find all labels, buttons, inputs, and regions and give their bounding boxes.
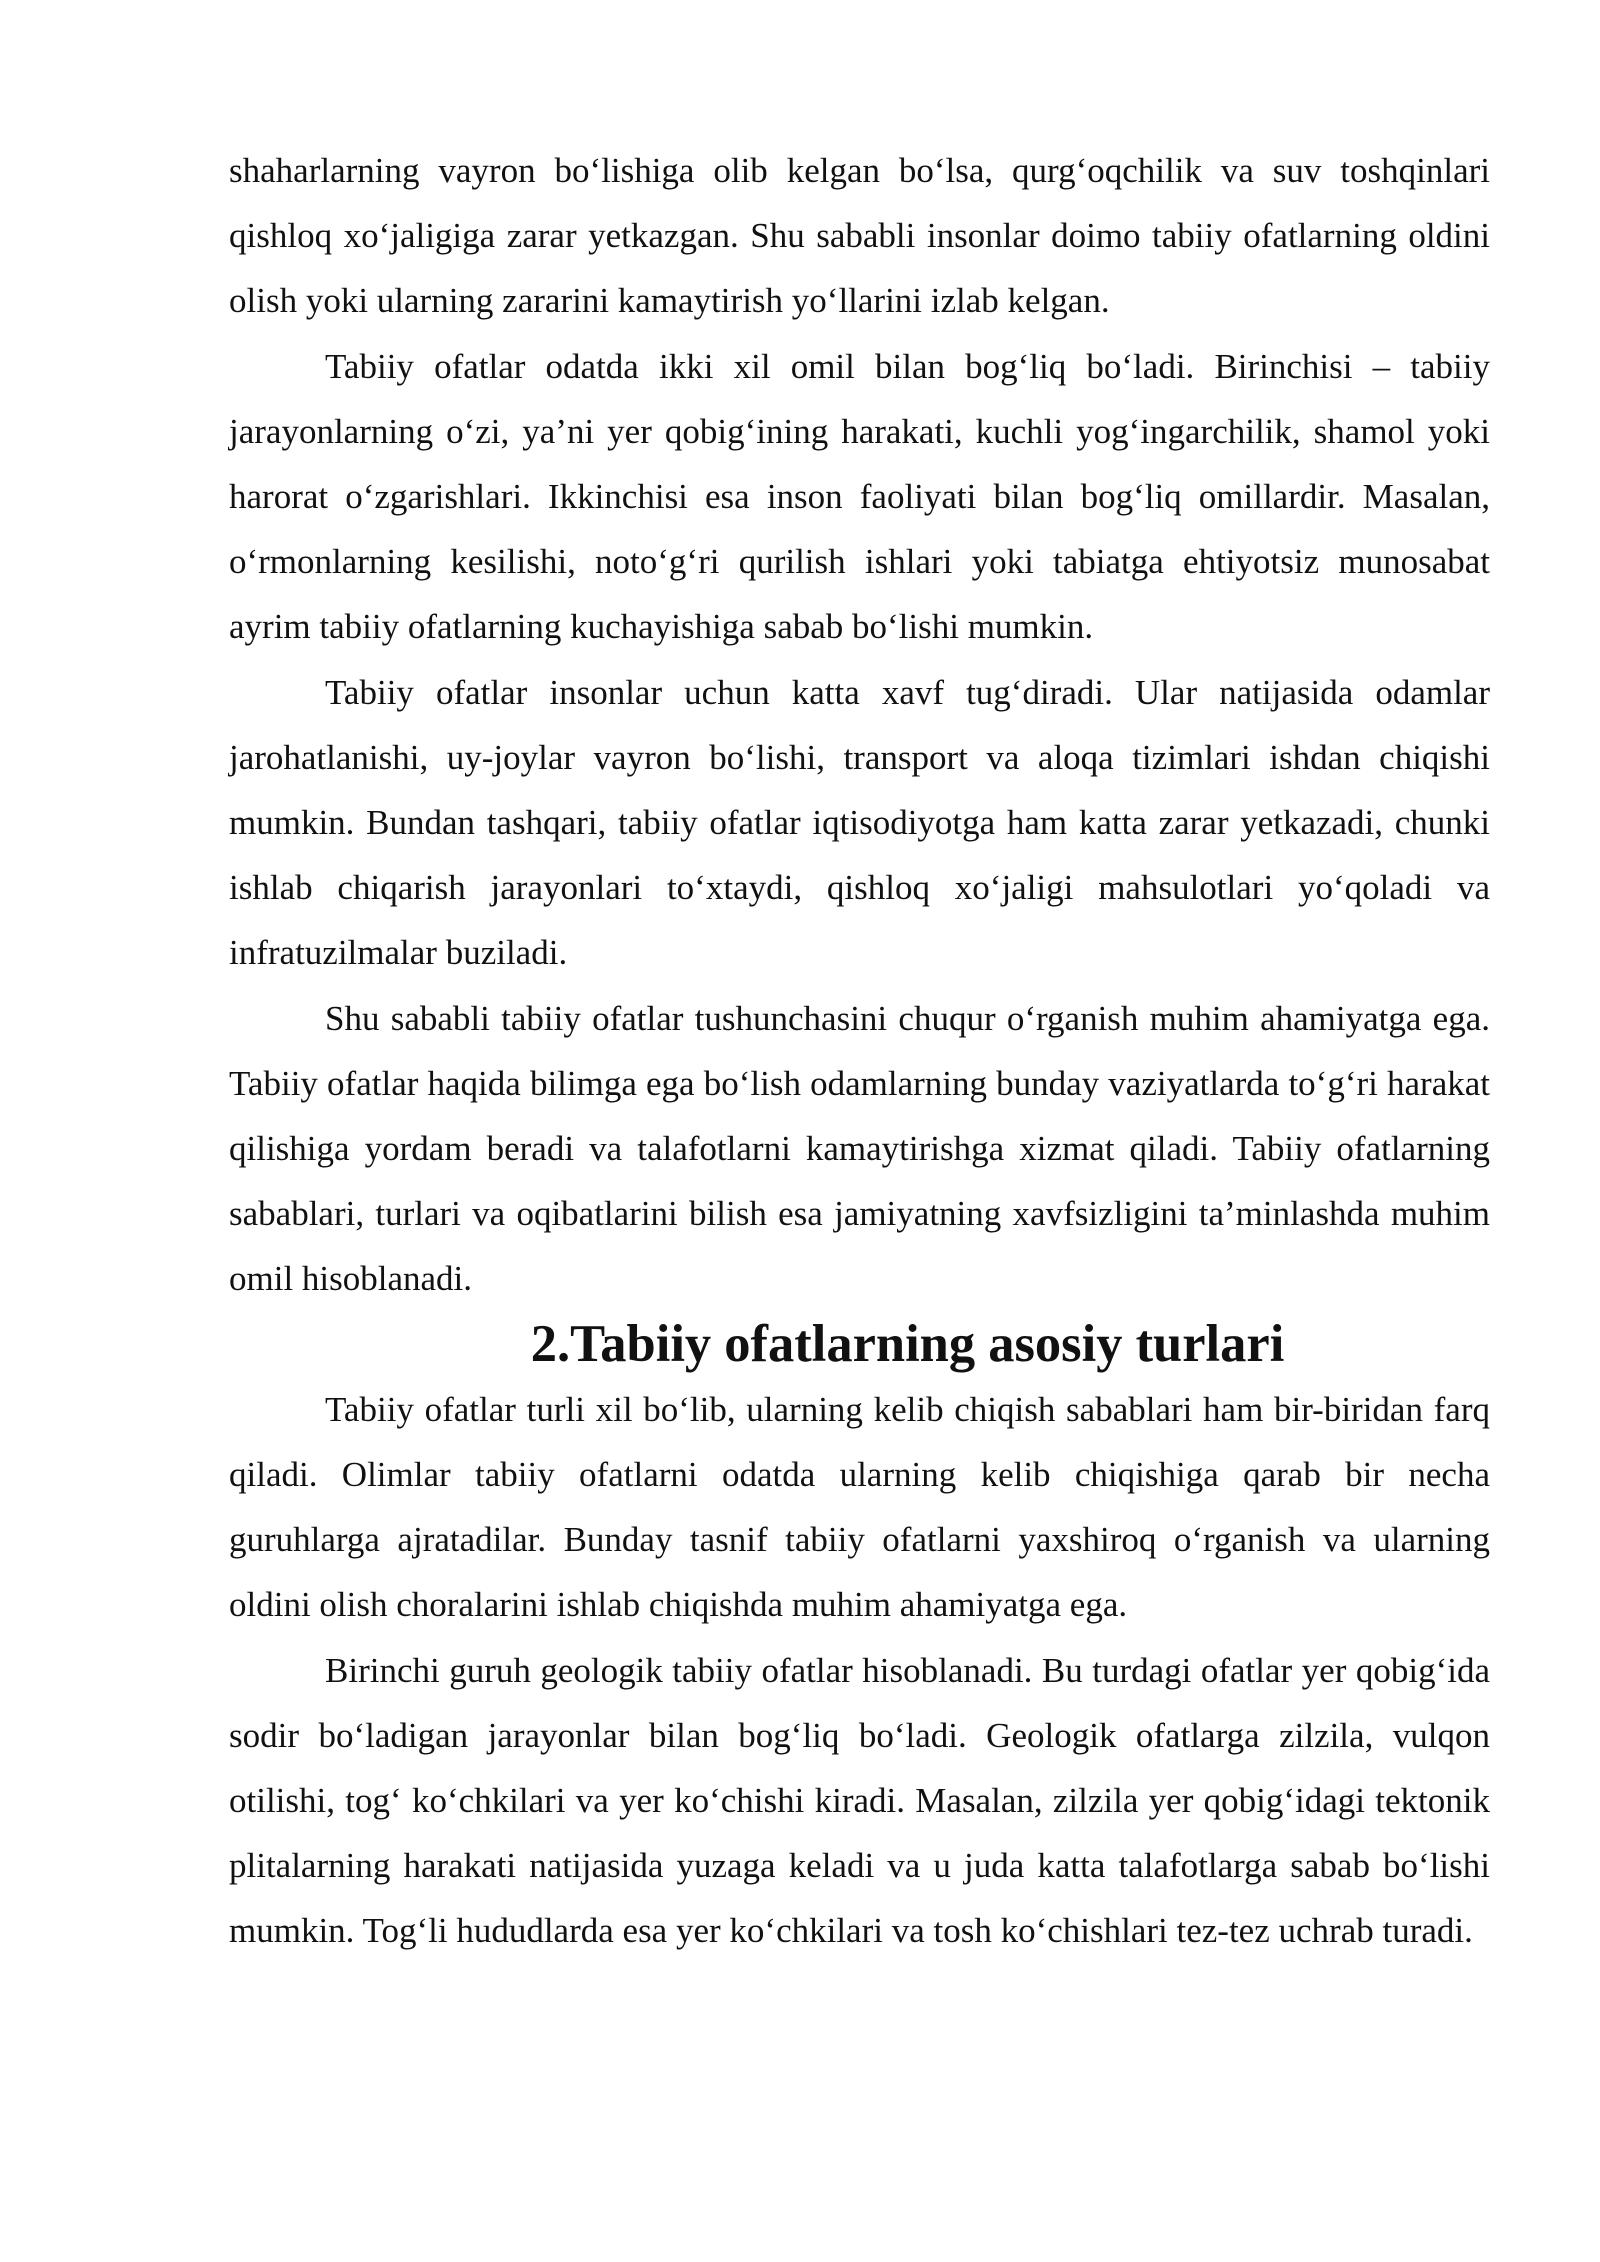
document-page: [229, 138, 1490, 1964]
paragraph-6: Birinchi guruh geologik tabiiy ofatlar hisoblanadi. Bu turdagi ofatlar yer qobig‘ida sodir bo‘ladigan jarayonlar bilan bog‘liq bo‘ladi. Geologik ofatlarga zilzila, vulqon otilishi, tog‘ ko‘chkilari va yer ko‘chishi kiradi. Masalan, zilzila yer qobig‘idagi tektonik plitalarning harakati natijasida yuzaga keladi va u juda katta talafotlarga sabab bo‘lishi mumkin. Tog‘li hududlarda esa yer ko‘chkilari va tosh ko‘chishlari tez-tez uchrab turadi.: [229, 1650, 1490, 1951]
paragraph-3: Tabiiy ofatlar insonlar uchun katta xavf tug‘diradi. Ular natijasida odamlar jarohatlanishi, uy-joylar vayron bo‘lishi, transport va aloqa tizimlari ishdan chiqishi mumkin. Bundan tashqari, tabiiy ofatlar iqtisodiyotga ham katta zarar yetkazadi, chunki ishlab chiqarish jarayonlari to‘xtaydi, qishloq xo‘jaligi mahsulotlari yo‘qoladi va infratuzilmalar buziladi.: [229, 672, 1490, 973]
paragraph-4: Shu sababli tabiiy ofatlar tushunchasini chuqur o‘rganish muhim ahamiyatga ega. Tabiiy ofatlar haqida bilimga ega bo‘lish odamlarning bunday vaziyatlarda to‘g‘ri harakat qilishiga yordam beradi va talafotlarni kamaytirishga xizmat qiladi. Tabiiy ofatlarning sabablari, turlari va oqibatlarini bilish esa jamiyatning xavfsizligini ta’minlashda muhim omil hisoblanadi.: [229, 998, 1490, 1299]
paragraph-1: shaharlarning vayron bo‘lishiga olib kelgan bo‘lsa, qurg‘oqchilik va suv toshqinlari qishloq xo‘jaligiga zarar yetkazgan. Shu sababli insonlar doimo tabiiy ofatlarning oldini olish yoki ularning zararini kamaytirish yo‘llarini izlab kelgan.: [229, 151, 1490, 321]
paragraph-2: Tabiiy ofatlar odatda ikki xil omil bilan bog‘liq bo‘ladi. Birinchisi – tabiiy jarayonlarning o‘zi, ya’ni yer qobig‘ining harakati, kuchli yog‘ingarchilik, shamol yoki harorat o‘zgarishlari. Ikkinchisi esa inson faoliyati bilan bog‘liq omillardir. Masalan, o‘rmonlarning kesilishi, noto‘g‘ri qurilish ishlari yoki tabiatga ehtiyotsiz munosabat ayrim tabiiy ofatlarning kuchayishiga sabab bo‘lishi mumkin.: [229, 346, 1490, 647]
section-heading: 2.Tabiiy ofatlarning asosiy turlari: [530, 1314, 1285, 1373]
paragraph-5: Tabiiy ofatlar turli xil bo‘lib, ularning kelib chiqish sabablari ham bir-biridan farq qiladi. Olimlar tabiiy ofatlarni odatda ularning kelib chiqishiga qarab bir necha guruhlarga ajratadilar. Bunday tasnif tabiiy ofatlarni yaxshiroq o‘rganish va ularning oldini olish choralarini ishlab chiqishda muhim ahamiyatga ega.: [229, 1389, 1490, 1625]
